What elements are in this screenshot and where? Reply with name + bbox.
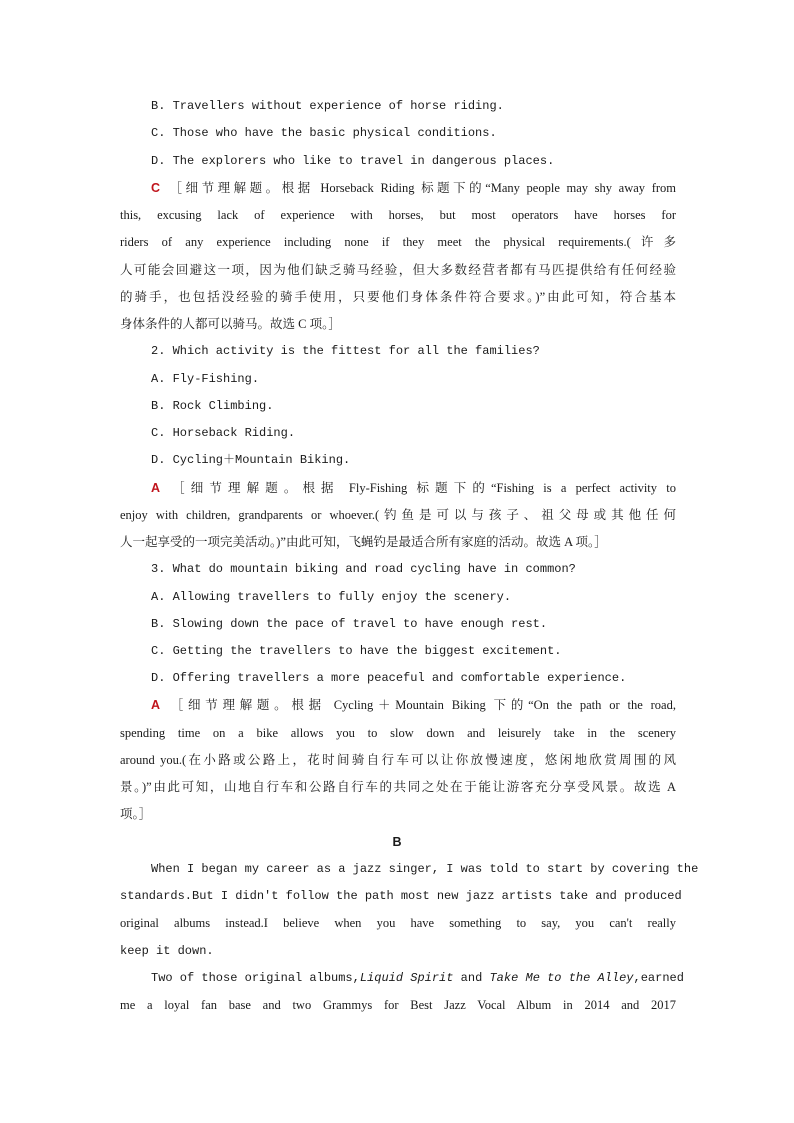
passage-p1-line-4: keep it down.	[120, 944, 214, 958]
q1-answer-line-3: riders of any experience including none if they meet the physical requirements.(许多	[120, 235, 676, 249]
q1-answer-line-2: this, excusing lack of experience with horses, but most operators have horses for	[120, 208, 676, 222]
q3-answer-line-5: 项。］	[120, 807, 152, 821]
q3-answer-line-4: 景。)”由此可知，山地自行车和公路自行车的共同之处在于能让游客充分享受风景。故选 A	[120, 780, 676, 794]
q3-answer-line-2: spending time on a bike allows you to slow down and leisurely take in the scenery	[120, 726, 676, 740]
q3-question: 3. What do mountain biking and road cycling have in common?	[151, 562, 576, 576]
album-title-2: Take Me to the Alley	[489, 971, 634, 985]
section-heading: B	[392, 835, 402, 849]
passage-p2-line-1: Two of those original albums,Liquid Spirit and Take Me to the Alley,earned	[151, 971, 684, 985]
q3-answer-letter: A	[151, 698, 161, 712]
passage-p1-line-1: When I began my career as a jazz singer, I was told to start by covering the	[151, 862, 699, 876]
q2-answer-line-2: enjoy with children, grandparents or whoever.(钓鱼是可以与孩子、祖父母或其他任何	[120, 508, 676, 522]
q2-option-a: A. Fly-Fishing.	[151, 372, 260, 386]
q3-option-a: A. Allowing travellers to fully enjoy the scenery.	[151, 590, 512, 604]
q2-answer-line-1: A ［细节理解题。根据 Fly-Fishing 标题下的“Fishing is a perfect activity to	[151, 481, 676, 495]
passage-p2-line-2: me a loyal fan base and two Grammys for Best Jazz Vocal Album in 2014 and 2017	[120, 998, 676, 1012]
q1-answer-line-6: 身体条件的人都可以骑马。故选 C 项。］	[120, 317, 341, 331]
q3-option-d: D. Offering travellers a more peaceful and comfortable experience.	[151, 671, 627, 685]
q3-option-b: B. Slowing down the pace of travel to have enough rest.	[151, 617, 548, 631]
q1-answer-line-4: 人可能会回避这一项，因为他们缺乏骑马经验，但大多数经营者都有马匹提供给有任何经验	[120, 263, 676, 277]
q3-option-c: C. Getting the travellers to have the biggest excitement.	[151, 644, 562, 658]
q2-option-b: B. Rock Climbing.	[151, 399, 274, 413]
q2-question: 2. Which activity is the fittest for all the families?	[151, 344, 540, 358]
q1-option-c: C. Those who have the basic physical conditions.	[151, 126, 497, 140]
q1-option-d: D. The explorers who like to travel in dangerous places.	[151, 154, 555, 168]
q3-answer-line-1: A ［细节理解题。根据 Cycling＋Mountain Biking 下的“On the path or the road,	[151, 698, 676, 712]
q3-answer-line-3: around you.(在小路或公路上，花时间骑自行车可以让你放慢速度，悠闲地欣赏周围的风	[120, 753, 676, 767]
q2-answer-line-3: 人一起享受的一项完美活动。)”由此可知，飞蝇钓是最适合所有家庭的活动。故选 A 项。］	[120, 535, 607, 549]
q1-answer-letter: C	[151, 181, 161, 195]
q2-option-c: C. Horseback Riding.	[151, 426, 296, 440]
passage-p1-line-2: standards.But I didn't follow the path most new jazz artists take and produced	[120, 889, 682, 903]
q1-answer-line-5: 的骑手，也包括没经验的骑手使用，只要他们身体条件符合要求。)”由此可知，符合基本	[120, 290, 676, 304]
q1-answer-line-1: C ［细节理解题。根据 Horseback Riding 标题下的“Many people may shy away from	[151, 181, 676, 195]
album-title-1: Liquid Spirit	[359, 971, 454, 985]
passage-p1-line-3: original albums instead.I believe when you have something to say, you can't really	[120, 916, 676, 930]
q2-option-d: D. Cycling＋Mountain Biking.	[151, 453, 351, 467]
q2-answer-letter: A	[151, 481, 161, 495]
q1-option-b: B. Travellers without experience of horse riding.	[151, 99, 504, 113]
